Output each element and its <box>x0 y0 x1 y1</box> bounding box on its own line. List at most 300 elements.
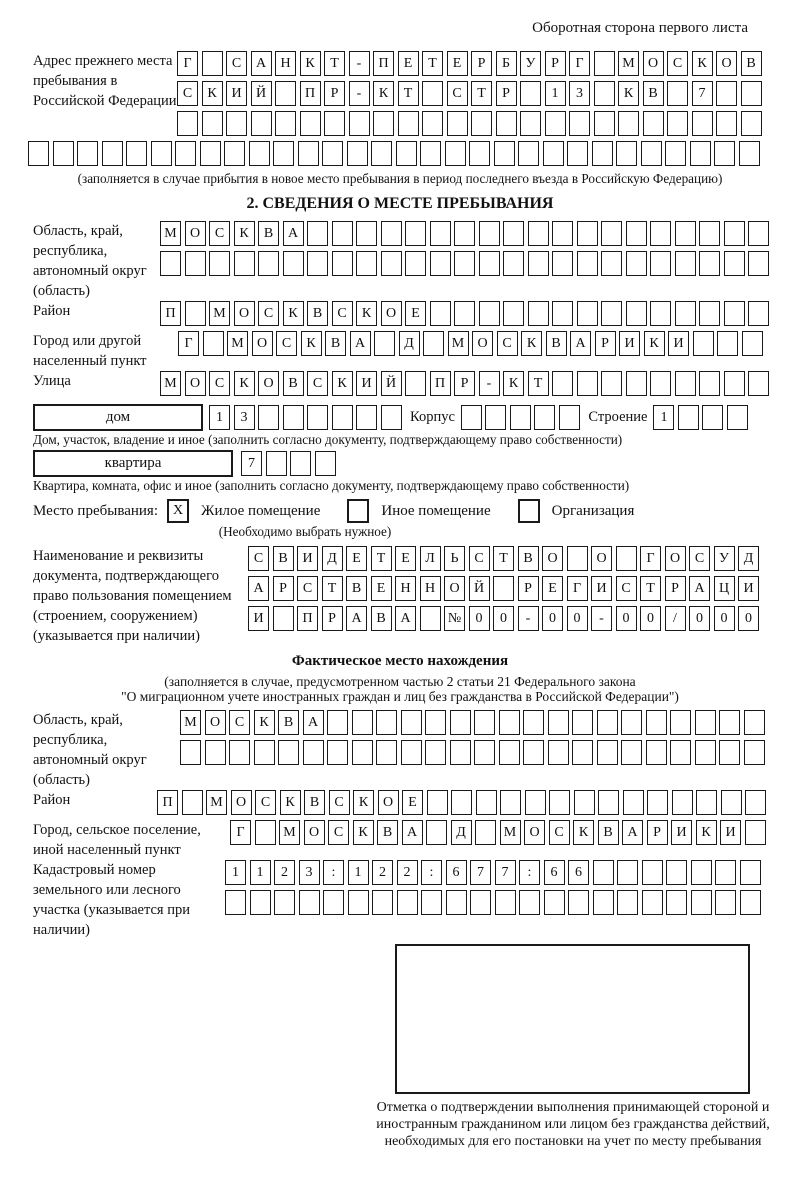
char-cell[interactable] <box>667 111 688 136</box>
char-cell[interactable] <box>691 860 712 885</box>
char-cell[interactable] <box>503 221 524 246</box>
char-cell[interactable]: Д <box>738 546 759 571</box>
char-cell[interactable] <box>641 141 662 166</box>
char-cell[interactable]: С <box>447 81 468 106</box>
char-cell[interactable] <box>175 141 196 166</box>
char-cell[interactable] <box>371 141 392 166</box>
char-cell[interactable]: О <box>252 331 273 356</box>
char-cell[interactable] <box>528 301 549 326</box>
char-cell[interactable]: К <box>503 371 524 396</box>
char-cell[interactable] <box>356 251 377 276</box>
char-cell[interactable]: - <box>518 606 539 631</box>
char-cell[interactable] <box>275 111 296 136</box>
char-cell[interactable] <box>699 371 720 396</box>
char-cell[interactable] <box>717 331 738 356</box>
residential-checkbox[interactable]: X <box>167 499 189 523</box>
char-cell[interactable]: Т <box>640 576 661 601</box>
char-cell[interactable] <box>534 405 555 430</box>
char-cell[interactable]: Й <box>251 81 272 106</box>
char-cell[interactable] <box>695 740 716 765</box>
char-cell[interactable]: В <box>741 51 762 76</box>
char-cell[interactable]: С <box>258 301 279 326</box>
char-cell[interactable] <box>474 740 495 765</box>
char-cell[interactable]: В <box>643 81 664 106</box>
char-cell[interactable]: В <box>278 710 299 735</box>
char-cell[interactable] <box>593 860 614 885</box>
char-cell[interactable] <box>151 141 172 166</box>
char-cell[interactable]: И <box>297 546 318 571</box>
char-cell[interactable] <box>356 221 377 246</box>
char-cell[interactable]: Р <box>496 81 517 106</box>
char-cell[interactable]: С <box>255 790 276 815</box>
char-cell[interactable] <box>461 405 482 430</box>
char-cell[interactable]: К <box>696 820 717 845</box>
char-cell[interactable]: К <box>234 371 255 396</box>
char-cell[interactable] <box>552 221 573 246</box>
char-cell[interactable]: С <box>328 820 349 845</box>
char-cell[interactable]: С <box>276 331 297 356</box>
char-cell[interactable] <box>665 141 686 166</box>
char-cell[interactable]: А <box>689 576 710 601</box>
char-cell[interactable] <box>699 301 720 326</box>
char-cell[interactable] <box>621 710 642 735</box>
char-cell[interactable] <box>503 301 524 326</box>
char-cell[interactable] <box>401 710 422 735</box>
char-cell[interactable] <box>721 790 742 815</box>
char-cell[interactable] <box>349 111 370 136</box>
char-cell[interactable] <box>381 221 402 246</box>
char-cell[interactable]: Е <box>542 576 563 601</box>
char-cell[interactable] <box>180 740 201 765</box>
char-cell[interactable] <box>548 740 569 765</box>
char-cell[interactable]: В <box>518 546 539 571</box>
char-cell[interactable]: С <box>469 546 490 571</box>
char-cell[interactable]: А <box>402 820 423 845</box>
char-cell[interactable] <box>405 251 426 276</box>
char-cell[interactable]: С <box>307 371 328 396</box>
char-cell[interactable]: 0 <box>567 606 588 631</box>
char-cell[interactable]: А <box>346 606 367 631</box>
char-cell[interactable] <box>493 576 514 601</box>
char-cell[interactable]: С <box>689 546 710 571</box>
char-cell[interactable] <box>574 790 595 815</box>
char-cell[interactable]: И <box>591 576 612 601</box>
char-cell[interactable] <box>601 221 622 246</box>
char-cell[interactable] <box>693 331 714 356</box>
char-cell[interactable] <box>642 890 663 915</box>
char-cell[interactable]: О <box>444 576 465 601</box>
char-cell[interactable]: Т <box>493 546 514 571</box>
char-cell[interactable]: П <box>430 371 451 396</box>
char-cell[interactable]: 1 <box>348 860 369 885</box>
char-cell[interactable]: Н <box>395 576 416 601</box>
char-cell[interactable]: 7 <box>495 860 516 885</box>
char-cell[interactable] <box>250 890 271 915</box>
char-cell[interactable]: К <box>280 790 301 815</box>
char-cell[interactable] <box>427 790 448 815</box>
char-cell[interactable]: Н <box>275 51 296 76</box>
char-cell[interactable]: В <box>283 371 304 396</box>
char-cell[interactable] <box>225 890 246 915</box>
char-cell[interactable]: О <box>665 546 686 571</box>
char-cell[interactable]: В <box>377 820 398 845</box>
char-cell[interactable]: О <box>185 221 206 246</box>
char-cell[interactable] <box>474 710 495 735</box>
char-cell[interactable]: В <box>304 790 325 815</box>
char-cell[interactable]: Р <box>324 81 345 106</box>
char-cell[interactable] <box>643 111 664 136</box>
char-cell[interactable] <box>499 710 520 735</box>
char-cell[interactable] <box>597 740 618 765</box>
char-cell[interactable]: П <box>297 606 318 631</box>
char-cell[interactable]: 7 <box>470 860 491 885</box>
char-cell[interactable]: 3 <box>569 81 590 106</box>
char-cell[interactable] <box>594 111 615 136</box>
char-cell[interactable]: К <box>353 790 374 815</box>
char-cell[interactable] <box>454 251 475 276</box>
char-cell[interactable] <box>549 790 570 815</box>
char-cell[interactable] <box>724 221 745 246</box>
char-cell[interactable] <box>690 141 711 166</box>
char-cell[interactable]: Б <box>496 51 517 76</box>
char-cell[interactable] <box>742 331 763 356</box>
char-cell[interactable]: И <box>619 331 640 356</box>
char-cell[interactable] <box>724 371 745 396</box>
char-cell[interactable] <box>499 740 520 765</box>
char-cell[interactable] <box>372 890 393 915</box>
char-cell[interactable]: 0 <box>493 606 514 631</box>
char-cell[interactable] <box>496 111 517 136</box>
char-cell[interactable]: С <box>616 576 637 601</box>
char-cell[interactable]: У <box>714 546 735 571</box>
char-cell[interactable]: К <box>202 81 223 106</box>
char-cell[interactable] <box>454 221 475 246</box>
char-cell[interactable] <box>525 790 546 815</box>
char-cell[interactable]: 6 <box>446 860 467 885</box>
char-cell[interactable] <box>476 790 497 815</box>
char-cell[interactable] <box>552 251 573 276</box>
char-cell[interactable]: М <box>279 820 300 845</box>
char-cell[interactable] <box>298 141 319 166</box>
char-cell[interactable] <box>740 890 761 915</box>
char-cell[interactable] <box>568 890 589 915</box>
char-cell[interactable]: Д <box>451 820 472 845</box>
char-cell[interactable] <box>719 740 740 765</box>
char-cell[interactable] <box>397 890 418 915</box>
char-cell[interactable] <box>520 111 541 136</box>
char-cell[interactable]: К <box>283 301 304 326</box>
char-cell[interactable]: 0 <box>542 606 563 631</box>
char-cell[interactable]: 3 <box>234 405 255 430</box>
char-cell[interactable] <box>572 740 593 765</box>
char-cell[interactable]: Р <box>665 576 686 601</box>
char-cell[interactable] <box>577 301 598 326</box>
char-cell[interactable] <box>420 141 441 166</box>
char-cell[interactable]: 0 <box>714 606 735 631</box>
char-cell[interactable] <box>744 740 765 765</box>
char-cell[interactable] <box>352 740 373 765</box>
char-cell[interactable] <box>716 111 737 136</box>
char-cell[interactable]: 0 <box>640 606 661 631</box>
char-cell[interactable]: М <box>160 371 181 396</box>
char-cell[interactable] <box>626 251 647 276</box>
char-cell[interactable]: - <box>479 371 500 396</box>
char-cell[interactable]: 1 <box>225 860 246 885</box>
char-cell[interactable] <box>303 740 324 765</box>
char-cell[interactable] <box>741 111 762 136</box>
char-cell[interactable] <box>616 141 637 166</box>
char-cell[interactable] <box>696 790 717 815</box>
char-cell[interactable]: П <box>300 81 321 106</box>
char-cell[interactable]: В <box>598 820 619 845</box>
char-cell[interactable] <box>299 890 320 915</box>
char-cell[interactable]: В <box>273 546 294 571</box>
char-cell[interactable] <box>528 221 549 246</box>
char-cell[interactable]: С <box>209 221 230 246</box>
char-cell[interactable]: О <box>542 546 563 571</box>
char-cell[interactable]: Р <box>545 51 566 76</box>
char-cell[interactable]: И <box>720 820 741 845</box>
char-cell[interactable]: С <box>177 81 198 106</box>
char-cell[interactable] <box>666 890 687 915</box>
char-cell[interactable] <box>258 251 279 276</box>
char-cell[interactable]: О <box>304 820 325 845</box>
char-cell[interactable]: О <box>643 51 664 76</box>
char-cell[interactable] <box>594 51 615 76</box>
char-cell[interactable] <box>323 890 344 915</box>
char-cell[interactable] <box>670 740 691 765</box>
char-cell[interactable] <box>422 111 443 136</box>
char-cell[interactable]: М <box>209 301 230 326</box>
char-cell[interactable] <box>650 301 671 326</box>
char-cell[interactable]: - <box>591 606 612 631</box>
char-cell[interactable] <box>702 405 723 430</box>
char-cell[interactable] <box>616 546 637 571</box>
char-cell[interactable]: С <box>329 790 350 815</box>
char-cell[interactable]: М <box>180 710 201 735</box>
char-cell[interactable] <box>376 710 397 735</box>
char-cell[interactable]: К <box>332 371 353 396</box>
char-cell[interactable] <box>715 860 736 885</box>
char-cell[interactable] <box>283 251 304 276</box>
char-cell[interactable]: 0 <box>738 606 759 631</box>
char-cell[interactable] <box>307 251 328 276</box>
char-cell[interactable]: О <box>185 371 206 396</box>
char-cell[interactable]: В <box>346 576 367 601</box>
char-cell[interactable]: Т <box>528 371 549 396</box>
char-cell[interactable]: Г <box>569 51 590 76</box>
char-cell[interactable] <box>647 790 668 815</box>
char-cell[interactable] <box>203 331 224 356</box>
char-cell[interactable] <box>254 740 275 765</box>
char-cell[interactable]: С <box>297 576 318 601</box>
char-cell[interactable]: А <box>283 221 304 246</box>
char-cell[interactable]: : <box>519 860 540 885</box>
char-cell[interactable] <box>617 860 638 885</box>
char-cell[interactable] <box>592 141 613 166</box>
char-cell[interactable]: М <box>227 331 248 356</box>
organization-checkbox[interactable] <box>518 499 540 523</box>
char-cell[interactable]: 2 <box>397 860 418 885</box>
char-cell[interactable] <box>425 710 446 735</box>
char-cell[interactable]: С <box>332 301 353 326</box>
char-cell[interactable]: В <box>258 221 279 246</box>
char-cell[interactable] <box>650 371 671 396</box>
char-cell[interactable]: Г <box>177 51 198 76</box>
char-cell[interactable]: С <box>229 710 250 735</box>
char-cell[interactable] <box>447 111 468 136</box>
char-cell[interactable] <box>405 371 426 396</box>
char-cell[interactable]: К <box>356 301 377 326</box>
char-cell[interactable] <box>495 890 516 915</box>
char-cell[interactable] <box>548 710 569 735</box>
char-cell[interactable]: А <box>251 51 272 76</box>
char-cell[interactable] <box>475 820 496 845</box>
char-cell[interactable]: О <box>381 301 402 326</box>
char-cell[interactable]: Е <box>398 51 419 76</box>
char-cell[interactable] <box>278 740 299 765</box>
char-cell[interactable] <box>28 141 49 166</box>
char-cell[interactable] <box>572 710 593 735</box>
char-cell[interactable] <box>446 890 467 915</box>
char-cell[interactable]: П <box>373 51 394 76</box>
char-cell[interactable]: 6 <box>568 860 589 885</box>
char-cell[interactable]: А <box>622 820 643 845</box>
char-cell[interactable]: К <box>373 81 394 106</box>
char-cell[interactable]: О <box>716 51 737 76</box>
char-cell[interactable] <box>430 221 451 246</box>
char-cell[interactable]: И <box>671 820 692 845</box>
char-cell[interactable] <box>598 790 619 815</box>
char-cell[interactable] <box>626 301 647 326</box>
char-cell[interactable] <box>300 111 321 136</box>
char-cell[interactable]: К <box>234 221 255 246</box>
char-cell[interactable]: И <box>226 81 247 106</box>
char-cell[interactable] <box>202 111 223 136</box>
char-cell[interactable]: Е <box>346 546 367 571</box>
char-cell[interactable] <box>567 141 588 166</box>
char-cell[interactable] <box>420 606 441 631</box>
char-cell[interactable] <box>748 301 769 326</box>
char-cell[interactable]: / <box>665 606 686 631</box>
char-cell[interactable]: Р <box>595 331 616 356</box>
char-cell[interactable] <box>352 710 373 735</box>
char-cell[interactable] <box>503 251 524 276</box>
char-cell[interactable] <box>745 790 766 815</box>
char-cell[interactable]: С <box>549 820 570 845</box>
char-cell[interactable] <box>719 710 740 735</box>
char-cell[interactable]: Й <box>469 576 490 601</box>
char-cell[interactable] <box>699 251 720 276</box>
char-cell[interactable]: : <box>421 860 442 885</box>
char-cell[interactable] <box>332 251 353 276</box>
char-cell[interactable] <box>617 890 638 915</box>
char-cell[interactable]: Г <box>230 820 251 845</box>
char-cell[interactable] <box>430 301 451 326</box>
char-cell[interactable] <box>470 890 491 915</box>
char-cell[interactable] <box>425 740 446 765</box>
char-cell[interactable] <box>748 251 769 276</box>
char-cell[interactable] <box>327 740 348 765</box>
char-cell[interactable] <box>182 790 203 815</box>
char-cell[interactable] <box>200 141 221 166</box>
char-cell[interactable] <box>691 890 712 915</box>
char-cell[interactable] <box>650 221 671 246</box>
char-cell[interactable]: Т <box>398 81 419 106</box>
char-cell[interactable]: Е <box>402 790 423 815</box>
char-cell[interactable]: Ц <box>714 576 735 601</box>
char-cell[interactable]: Т <box>324 51 345 76</box>
char-cell[interactable] <box>626 221 647 246</box>
char-cell[interactable]: Р <box>471 51 492 76</box>
char-cell[interactable] <box>376 740 397 765</box>
char-cell[interactable]: О <box>378 790 399 815</box>
char-cell[interactable] <box>430 251 451 276</box>
char-cell[interactable] <box>479 221 500 246</box>
char-cell[interactable] <box>126 141 147 166</box>
char-cell[interactable] <box>569 111 590 136</box>
char-cell[interactable] <box>258 405 279 430</box>
char-cell[interactable]: И <box>668 331 689 356</box>
char-cell[interactable] <box>646 740 667 765</box>
char-cell[interactable]: Т <box>371 546 392 571</box>
char-cell[interactable]: Е <box>405 301 426 326</box>
char-cell[interactable] <box>494 141 515 166</box>
char-cell[interactable] <box>273 141 294 166</box>
char-cell[interactable] <box>224 141 245 166</box>
char-cell[interactable] <box>226 111 247 136</box>
char-cell[interactable]: - <box>349 51 370 76</box>
char-cell[interactable] <box>348 890 369 915</box>
char-cell[interactable] <box>748 371 769 396</box>
char-cell[interactable] <box>405 221 426 246</box>
char-cell[interactable] <box>500 790 521 815</box>
char-cell[interactable] <box>748 221 769 246</box>
char-cell[interactable]: М <box>206 790 227 815</box>
char-cell[interactable] <box>332 221 353 246</box>
char-cell[interactable] <box>160 251 181 276</box>
char-cell[interactable]: С <box>248 546 269 571</box>
char-cell[interactable]: О <box>472 331 493 356</box>
char-cell[interactable] <box>601 301 622 326</box>
char-cell[interactable] <box>528 251 549 276</box>
char-cell[interactable]: С <box>497 331 518 356</box>
char-cell[interactable] <box>454 301 475 326</box>
char-cell[interactable] <box>77 141 98 166</box>
char-cell[interactable]: М <box>618 51 639 76</box>
char-cell[interactable] <box>422 81 443 106</box>
char-cell[interactable]: 3 <box>299 860 320 885</box>
char-cell[interactable] <box>53 141 74 166</box>
char-cell[interactable] <box>356 405 377 430</box>
char-cell[interactable] <box>518 141 539 166</box>
char-cell[interactable]: Ь <box>444 546 465 571</box>
char-cell[interactable] <box>559 405 580 430</box>
char-cell[interactable]: 0 <box>469 606 490 631</box>
char-cell[interactable]: - <box>349 81 370 106</box>
char-cell[interactable]: 7 <box>241 451 262 476</box>
char-cell[interactable] <box>543 141 564 166</box>
char-cell[interactable] <box>307 405 328 430</box>
char-cell[interactable]: К <box>618 81 639 106</box>
char-cell[interactable] <box>577 221 598 246</box>
char-cell[interactable] <box>626 371 647 396</box>
char-cell[interactable]: О <box>524 820 545 845</box>
char-cell[interactable] <box>597 710 618 735</box>
char-cell[interactable]: № <box>444 606 465 631</box>
char-cell[interactable]: Е <box>447 51 468 76</box>
char-cell[interactable] <box>621 740 642 765</box>
